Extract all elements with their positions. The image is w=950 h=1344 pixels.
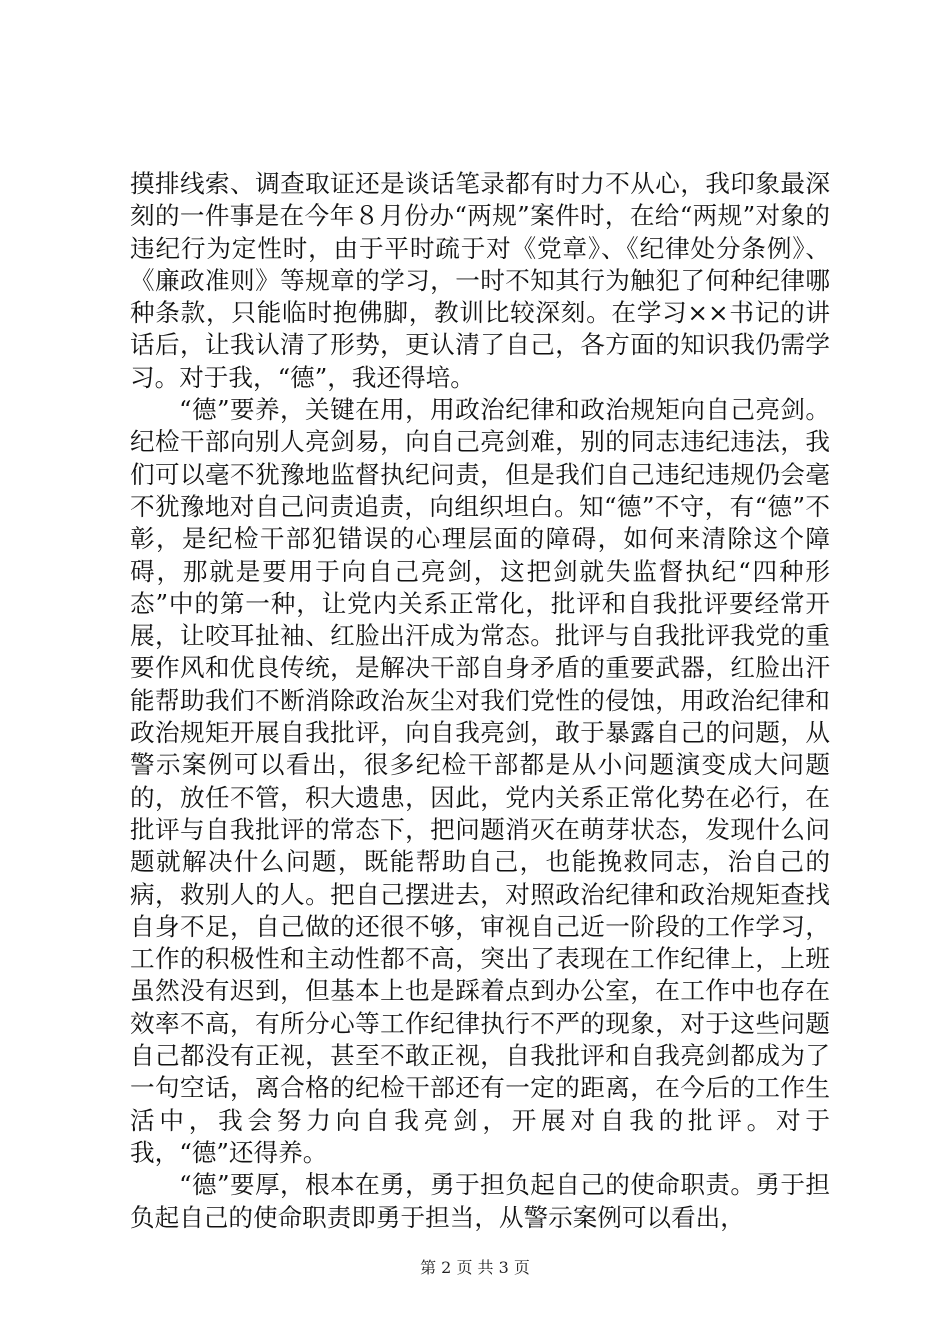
paragraph-de-yao-hou: “德”要厚，根本在勇，勇于担负起自己的使命职责。勇于担负起自己的使命职责即勇于担当，从警示案例可以看出， — [130, 1170, 830, 1232]
paragraph-de-yao-yang: “德”要养，关键在用，用政治纪律和政治规矩向自己亮剑。纪检干部向别人亮剑易，向自己亮剑难，别的同志违纪违法，我们可以毫不犹豫地监督执纪问责，但是我们自己违纪违规仍会毫不犹豫地对自己问责追责，向组织坦白。知“德”不守，有“德”不彰，是纪检干部犯错误的心理层面的障碍，如何来清除这个障碍，那就是要用于向自己亮剑，这把剑就失监督执纪“四种形态”中的第一种，让党内关系正常化，批评和自我批评要经常开展，让咬耳扯袖、红脸出汗成为常态。批评与自我批评我党的重要作风和优良传统，是解决干部自身矛盾的重要武器，红脸出汗能帮助我们不断消除政治灰尘对我们党性的侵蚀，用政治纪律和政治规矩开展自我批评，向自我亮剑，敢于暴露自己的问题，从警示案例可以看出，很多纪检干部都是从小问题演变成大问题的，放任不管，积大遗患，因此，党内关系正常化势在必行，在批评与自我批评的常态下，把问题消灭在萌芽状态，发现什么问题就解决什么问题，既能帮助自己，也能挽救同志，治自己的病，救别人的人。把自己摆进去，对照政治纪律和政治规矩查找自身不足，自己做的还很不够，审视自己近一阶段的工作学习，工作的积极性和主动性都不高，突出了表现在工作纪律上，上班虽然没有迟到，但基本上也是踩着点到办公室，在工作中也存在效率不高，有所分心等工作纪律执行不严的现象，对于这些问题自己都没有正视，甚至不敢正视，自我批评和自我亮剑都成为了一句空话，离合格的纪检干部还有一定的距离，在今后的工作生活中，我会努力向自我亮剑，开展对自我的批评。对于我，“德”还得养。 — [130, 395, 830, 1167]
paragraph-continued: 摸排线索、调查取证还是谈话笔录都有时力不从心，我印象最深刻的一件事是在今年８月份办“两规”案件时，在给“两规”对象的违纪行为定性时，由于平时疏于对《党章》、《纪律处分条例》、《廉政准则》等规章的学习，一时不知其行为触犯了何种纪律哪种条款，只能临时抱佛脚，教训比较深刻。在学习××书记的讲话后，让我认清了形势，更认清了自己，各方面的知识我仍需学习。对于我，“德”，我还得培。 — [130, 169, 830, 392]
document-body — [130, 168, 830, 1234]
page-footer: 第 2 页 共 3 页 — [420, 1258, 530, 1277]
